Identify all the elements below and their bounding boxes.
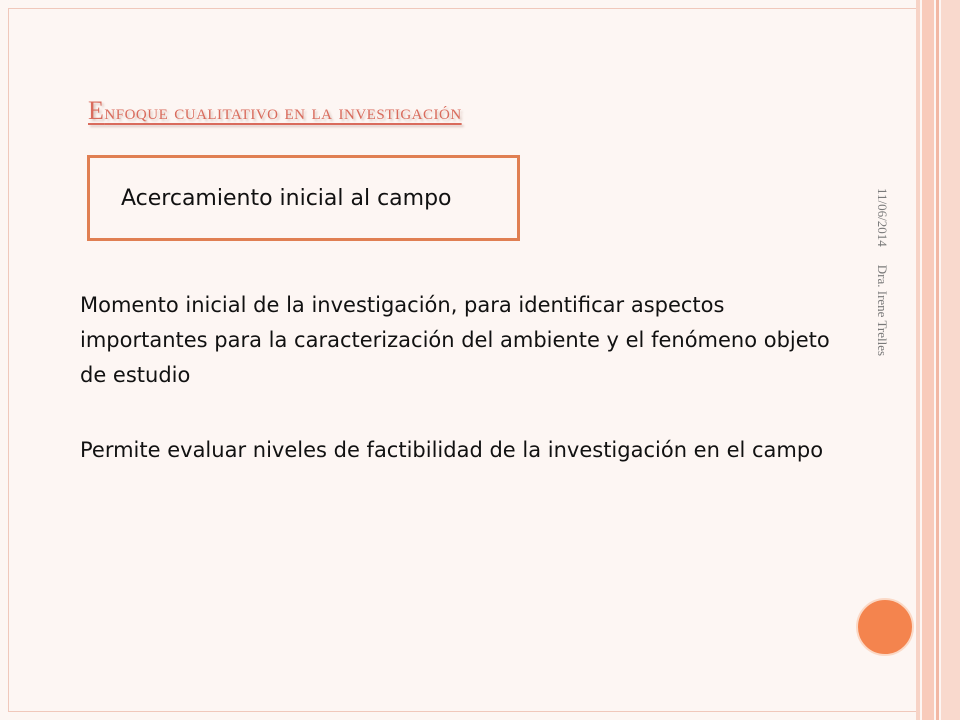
side-author: Dra. Irene Trelles <box>875 264 890 357</box>
stripe <box>941 0 960 720</box>
side-footer <box>874 188 890 374</box>
side-date: 11/06/2014 <box>875 188 890 247</box>
decorative-stripes <box>916 0 960 720</box>
stripe <box>916 0 920 720</box>
paragraph-2: Permite evaluar niveles de factibilidad de la investigación en el campo <box>80 438 824 462</box>
decorative-circle <box>856 598 914 656</box>
stripe <box>936 0 939 720</box>
slide-title-initial: E <box>88 96 105 125</box>
paragraph-1: Momento inicial de la investigación, para identificar aspectos importantes para la caracterización del ambiente y el fenómeno objeto de estudio <box>80 293 830 387</box>
slide-title-rest: nfoque cualitativo en la investigación <box>104 99 462 124</box>
highlight-box <box>87 155 520 241</box>
slide-title <box>88 96 462 126</box>
highlight-box-text: Acercamiento inicial al campo <box>121 185 452 211</box>
stripe <box>922 0 934 720</box>
